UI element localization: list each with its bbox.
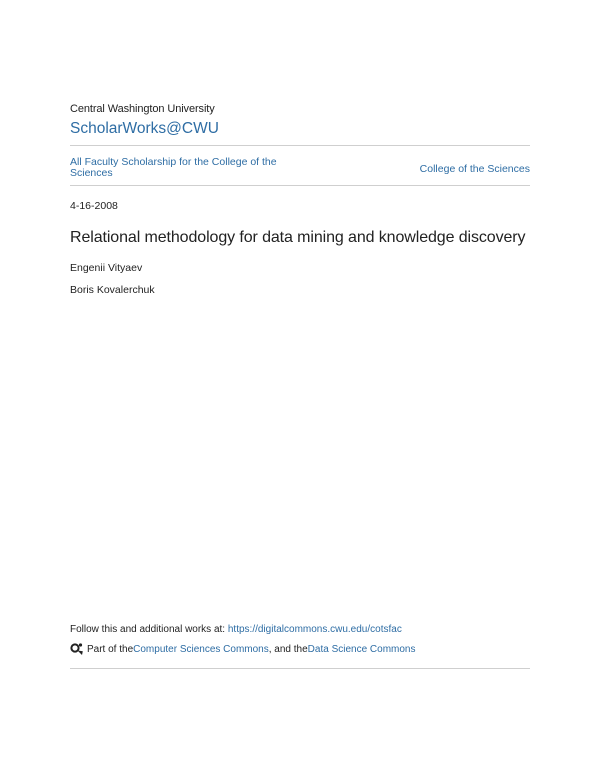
repository-link[interactable]: ScholarWorks@CWU [70,120,219,137]
follow-prefix: Follow this and additional works at: [70,624,228,635]
series-link[interactable]: All Faculty Scholarship for the College of the Sciences [70,156,277,179]
college-link[interactable]: College of the Sciences [419,163,530,175]
data-science-commons-link[interactable]: Data Science Commons [307,643,416,655]
bottom-divider [70,668,530,669]
follow-url-link[interactable]: https://digitalcommons.cwu.edu/cotsfac [227,624,402,635]
network-logo-icon [70,642,84,656]
follow-line [70,624,402,635]
publication-date: 4-16-2008 [70,200,118,212]
author-2: Boris Kovalerchuk [70,284,155,296]
partof-middle: , and the [268,643,308,655]
part-of-line [70,642,416,656]
middle-divider [70,185,530,186]
partof-prefix: Part of the [87,643,134,655]
top-divider [70,145,530,146]
computer-sciences-commons-link[interactable]: Computer Sciences Commons [133,643,269,655]
author-1: Engenii Vityaev [70,262,143,274]
institution-name: Central Washington University [70,103,215,115]
document-title: Relational methodology for data mining and knowledge discovery [70,229,526,246]
